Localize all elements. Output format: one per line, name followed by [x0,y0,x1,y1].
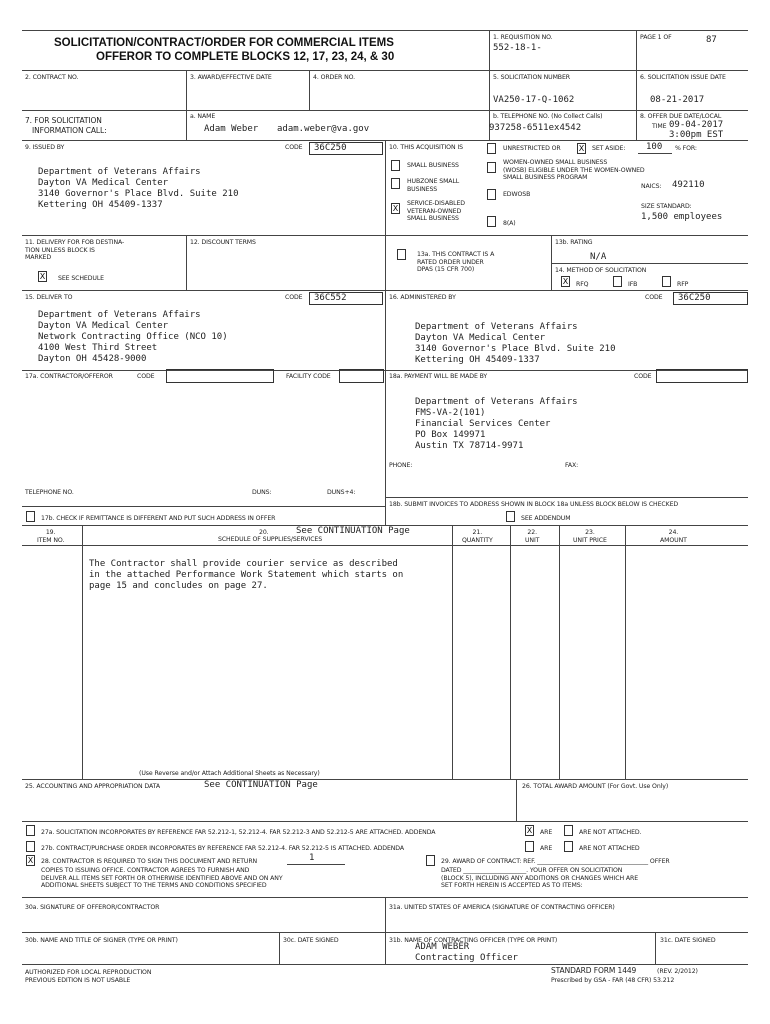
footer-form: STANDARD FORM 1449 [551,966,637,975]
issue-date-label: 6. SOLICITATION ISSUE DATE [640,74,726,81]
acquisition-label: 10. THIS ACQUISITION IS [389,144,463,151]
rating-value[interactable]: N/A [590,252,607,262]
signer-name-label: 30b. NAME AND TITLE OF SIGNER (TYPE OR PRINT) [25,937,178,944]
issued-by-label: 9. ISSUED BY [25,144,65,151]
administered-by-code-label: CODE [645,294,663,301]
total-award-label: 26. TOTAL AWARD AMOUNT (For Govt. Use Only) [522,783,669,790]
solicitation-info-label-2: INFORMATION CALL: [32,126,107,135]
page-total: 87 [706,35,717,45]
rfq-checkbox[interactable]: X [562,277,569,286]
col-unit-price: 23. UNIT PRICE [573,529,607,544]
rule [22,30,748,31]
rated-order-checkbox[interactable] [397,249,406,260]
offer-due-time[interactable]: 3:00pm EST [669,130,724,140]
contact-email[interactable]: adam.weber@va.gov [277,124,370,134]
unrestricted-checkbox[interactable] [487,143,496,154]
rfq-label: RFQ [576,281,589,288]
duns-label: DUNS: [252,489,272,496]
rule [636,70,637,140]
wosb-checkbox[interactable] [487,162,496,173]
far-27b-are-not-checkbox[interactable] [564,841,573,852]
rfp-label: RFP [677,281,689,288]
co-signature-label: 31a. UNITED STATES OF AMERICA (SIGNATURE OF CONTRACTING OFFICER) [389,904,615,911]
far-27b-checkbox[interactable] [26,841,35,852]
form-title-line2: OFFEROR TO COMPLETE BLOCKS 12, 17, 23, 24, & 30 [96,51,395,63]
col-quantity: 21. QUANTITY [462,529,493,544]
award-date-label: 3. AWARD/EFFECTIVE DATE [190,74,272,81]
contractor-sign-checkbox[interactable]: X [27,856,34,865]
size-standard-value[interactable]: 1,500 employees [641,212,723,222]
col-amount: 24. AMOUNT [660,529,687,544]
rule [551,263,748,264]
accounting-value[interactable]: See CONTINUATION Page [204,780,318,790]
contractor-label: 17a. CONTRACTOR/OFFEROR [25,373,113,380]
schedule-description: The Contractor shall provide courier service as described in the attached Performance Work Statement which starts on page 15 and concludes on page 27. [89,559,404,591]
small-business-label: SMALL BUSINESS [407,162,459,169]
far-27a-label: 27a. SOLICITATION INCORPORATES BY REFERENCE FAR 52.212-1, 52.212-4. FAR 52.212-3 AND 52.212-5 ARE ATTACHED. ADDENDA [41,829,436,836]
rule [452,525,453,780]
administered-by-code: 36C250 [678,293,711,303]
payment-code-field[interactable] [656,369,748,383]
schedule-footer-note: (Use Reverse and/or Attach Additional Sheets as Necessary) [139,770,320,777]
co-name-label: 31b. NAME OF CONTRACTING OFFICER (TYPE OR PRINT) [389,937,558,944]
telephone-label: b. TELEPHONE NO. (No Collect Calls) [493,113,603,120]
rule [186,110,187,140]
telephone-value[interactable]: 937258-6511ex4542 [489,123,582,133]
discount-terms-label: 12. DISCOUNT TERMS [190,239,256,246]
size-standard-label: SIZE STANDARD: [641,203,692,210]
rule [559,525,560,780]
contractor-code-field[interactable] [166,369,274,383]
order-no-label: 4. ORDER NO. [313,74,355,81]
see-schedule-checkbox[interactable]: X [39,272,46,281]
payment-phone-label: PHONE: [389,462,413,469]
issued-by-code-label: CODE [285,144,303,151]
deliver-to-code: 36C552 [314,293,347,303]
hubzone-label: HUBZONE SMALL BUSINESS [407,178,460,193]
co-title: Contracting Officer [415,953,518,963]
rule [22,70,748,71]
rule [385,235,386,290]
far-27b-are-not-label: ARE NOT ATTACHED [579,845,640,852]
deliver-to-address: Department of Veterans Affairs Dayton VA Medical Center Network Contracting Office (NCO 10) 4100 West Third Street Dayton OH 45428-9000 [38,310,228,364]
contractor-sign-label: 28. CONTRACTOR IS REQUIRED TO SIGN THIS DOCUMENT AND RETURN [41,858,258,865]
far-27b-are-label: ARE [540,845,553,852]
payment-label: 18a. PAYMENT WILL BE MADE BY [389,373,488,380]
rule [82,525,83,780]
far-27b-are-checkbox[interactable] [525,841,534,852]
copies-value[interactable]: 1 [309,853,315,863]
contractor-telephone-label: TELEPHONE NO. [25,489,74,496]
naics-label: NAICS: [641,183,662,190]
contact-name[interactable]: Adam Weber [204,124,259,134]
award-line: 29. AWARD OF CONTRACT: REF. _____________________________________ OFFER [441,858,670,865]
small-business-checkbox[interactable] [391,160,400,171]
rule [279,932,280,964]
copies-underline [287,864,345,865]
see-addendum-checkbox[interactable] [506,511,515,522]
accounting-label: 25. ACCOUNTING AND APPROPRIATION DATA [25,783,160,790]
rule [22,545,748,546]
contract-no-label: 2. CONTRACT NO. [25,74,79,81]
payment-code-label: CODE [634,373,652,380]
col-schedule-num: 20. [259,529,269,536]
solicitation-no-label: 5. SOLICITATION NUMBER [493,74,570,81]
eight-a-checkbox[interactable] [487,216,496,227]
ifb-checkbox[interactable] [613,276,622,287]
naics-value[interactable]: 492110 [672,180,705,190]
rule [22,964,748,965]
edwosb-checkbox[interactable] [487,189,496,200]
remittance-checkbox[interactable] [26,511,35,522]
rule [510,525,511,780]
rule [186,70,187,110]
schedule-continuation: See CONTINUATION Page [296,526,410,536]
duns4-label: DUNS+4: [327,489,356,496]
rule [385,290,386,370]
deliver-to-label: 15. DELIVER TO [25,294,73,301]
far-27a-are-not-checkbox[interactable] [564,825,573,836]
wosb-label: WOMEN-OWNED SMALL BUSINESS (WOSB) ELIGIBLE UNDER THE WOMEN-OWNED SMALL BUSINESS PROGRAM [503,159,645,181]
ifb-label: IFB [628,281,638,288]
far-27a-are-label: ARE [540,829,553,836]
rule [636,30,637,71]
footer-rev: (REV. 2/2012) [657,968,698,975]
see-addendum-label: SEE ADDENDUM [521,515,571,522]
footer-prev: PREVIOUS EDITION IS NOT USABLE [25,977,131,984]
rule [309,70,310,110]
set-aside-checkbox[interactable]: X [578,144,585,153]
rule [22,110,748,111]
issue-date-value[interactable]: 08-21-2017 [650,95,705,105]
far-27a-are-not-label: ARE NOT ATTACHED. [579,829,642,836]
requisition-value: 552-18-1- [493,43,542,53]
rule [516,779,517,821]
award-checkbox[interactable] [426,855,435,866]
name-label: a. NAME [190,113,216,120]
administered-by-address: Department of Veterans Affairs Dayton VA Medical Center 3140 Governor's Place Blvd. Suite 210 Kettering OH 45409-1337 [415,322,616,365]
requisition-label: 1. REQUISITION NO. [493,34,553,41]
offer-due-label: 8. OFFER DUE DATE/LOCAL [640,113,722,120]
rule [385,897,386,964]
rule [625,525,626,780]
edwosb-label: EDWOSB [503,191,531,198]
award-text: DATED _____________________. YOUR OFFER ON SOLICITATION (BLOCK 5), INCLUDING ANY ADDITIONS OR CHANGES WHICH ARE SET FORTH HEREIN IS ACCEPTED AS TO ITEMS: [441,867,639,889]
solicitation-no-value[interactable]: VA250-17-Q-1062 [493,95,575,105]
payment-address: Department of Veterans Affairs FMS-VA-2(101) Financial Services Center PO Box 149971 Austin TX 78714-9971 [415,397,578,451]
rule [22,506,385,507]
percent-underline [638,153,672,154]
far-27b-label: 27b. CONTRACT/PURCHASE ORDER INCORPORATES BY REFERENCE FAR 52.212-4. FAR 52.212-5 IS ATTACHED. ADDENDA [41,845,405,852]
far-27a-are-checkbox[interactable]: X [526,826,533,835]
form-title-line1: SOLICITATION/CONTRACT/ORDER FOR COMMERCIAL ITEMS [54,37,394,49]
rule [655,932,656,964]
offeror-date-label: 30c. DATE SIGNED [283,937,339,944]
rule [22,932,748,933]
delivery-fob-label: 11. DELIVERY FOR FOB DESTINA- TION UNLESS BLOCK IS MARKED [25,239,125,261]
set-aside-label: SET ASIDE: [592,145,626,152]
far-27a-checkbox[interactable] [26,825,35,836]
time-label: TIME [652,123,667,130]
facility-code-label: FACILITY CODE [286,373,331,380]
payment-fax-label: FAX: [565,462,579,469]
col-unit: 22. UNIT [525,529,540,544]
method-label: 14. METHOD OF SOLICITATION [555,267,647,274]
remittance-label: 17b. CHECK IF REMITTANCE IS DIFFERENT AND PUT SUCH ADDRESS IN OFFER [41,515,276,522]
rule [385,370,386,525]
col-item-no: 19. ITEM NO. [37,529,65,544]
solicitation-info-label: 7. FOR SOLICITATION [25,116,102,125]
issued-by-address: Department of Veterans Affairs Dayton VA Medical Center 3140 Governor's Place Blvd. Suite 210 Kettering OH 45409-1337 [38,167,239,210]
rule [385,497,748,498]
rule [186,235,187,290]
hubzone-checkbox[interactable] [391,178,400,189]
offeror-signature-label: 30a. SIGNATURE OF OFFEROR/CONTRACTOR [25,904,160,911]
set-aside-percent[interactable]: 100 [646,142,663,152]
col-schedule: SCHEDULE OF SUPPLIES/SERVICES [218,536,323,543]
rule [385,140,386,235]
percent-label: % FOR: [675,145,697,152]
see-schedule-label: SEE SCHEDULE [58,275,104,282]
administered-by-label: 16. ADMINISTERED BY [389,294,456,301]
rated-order-label: 13a. THIS CONTRACT IS A RATED ORDER UNDER DPAS (15 CFR 700) [417,251,495,273]
facility-code-field[interactable] [339,369,384,383]
rule [489,30,490,71]
issued-by-code: 36C250 [314,143,347,153]
sdvosb-checkbox[interactable]: X [392,204,399,213]
contractor-code-label: CODE [137,373,155,380]
deliver-to-code-label: CODE [285,294,303,301]
footer-prescribed: Prescribed by GSA - FAR (48 CFR) 53.212 [551,977,675,984]
rule [22,779,748,780]
unrestricted-label: UNRESTRICTED OR [503,145,561,152]
rating-label: 13b. RATING [555,239,593,246]
contractor-sign-text: COPIES TO ISSUING OFFICE. CONTRACTOR AGREES TO FURNISH AND DELIVER ALL ITEMS SET FORTH OR OTHERWISE IDENTIFIED ABOVE AND ON ANY ADDITIONAL SHEETS SUBJECT TO THE TERMS AND CONDITIONS SPECIFIED [41,867,283,889]
co-name: ADAM WEBER [415,942,470,952]
eight-a-label: 8(A) [503,220,516,227]
footer-auth: AUTHORIZED FOR LOCAL REPRODUCTION [25,969,152,976]
rule [22,821,748,822]
rfp-checkbox[interactable] [662,276,671,287]
offer-due-date[interactable]: 09-04-2017 [669,120,724,130]
co-date-label: 31c. DATE SIGNED [660,937,716,944]
sdvosb-label: SERVICE-DISABLED VETERAN-OWNED SMALL BUSINESS [407,200,465,222]
page-label: PAGE 1 OF [640,34,672,41]
submit-invoices-label: 18b. SUBMIT INVOICES TO ADDRESS SHOWN IN BLOCK 18a UNLESS BLOCK BELOW IS CHECKED [389,501,679,508]
